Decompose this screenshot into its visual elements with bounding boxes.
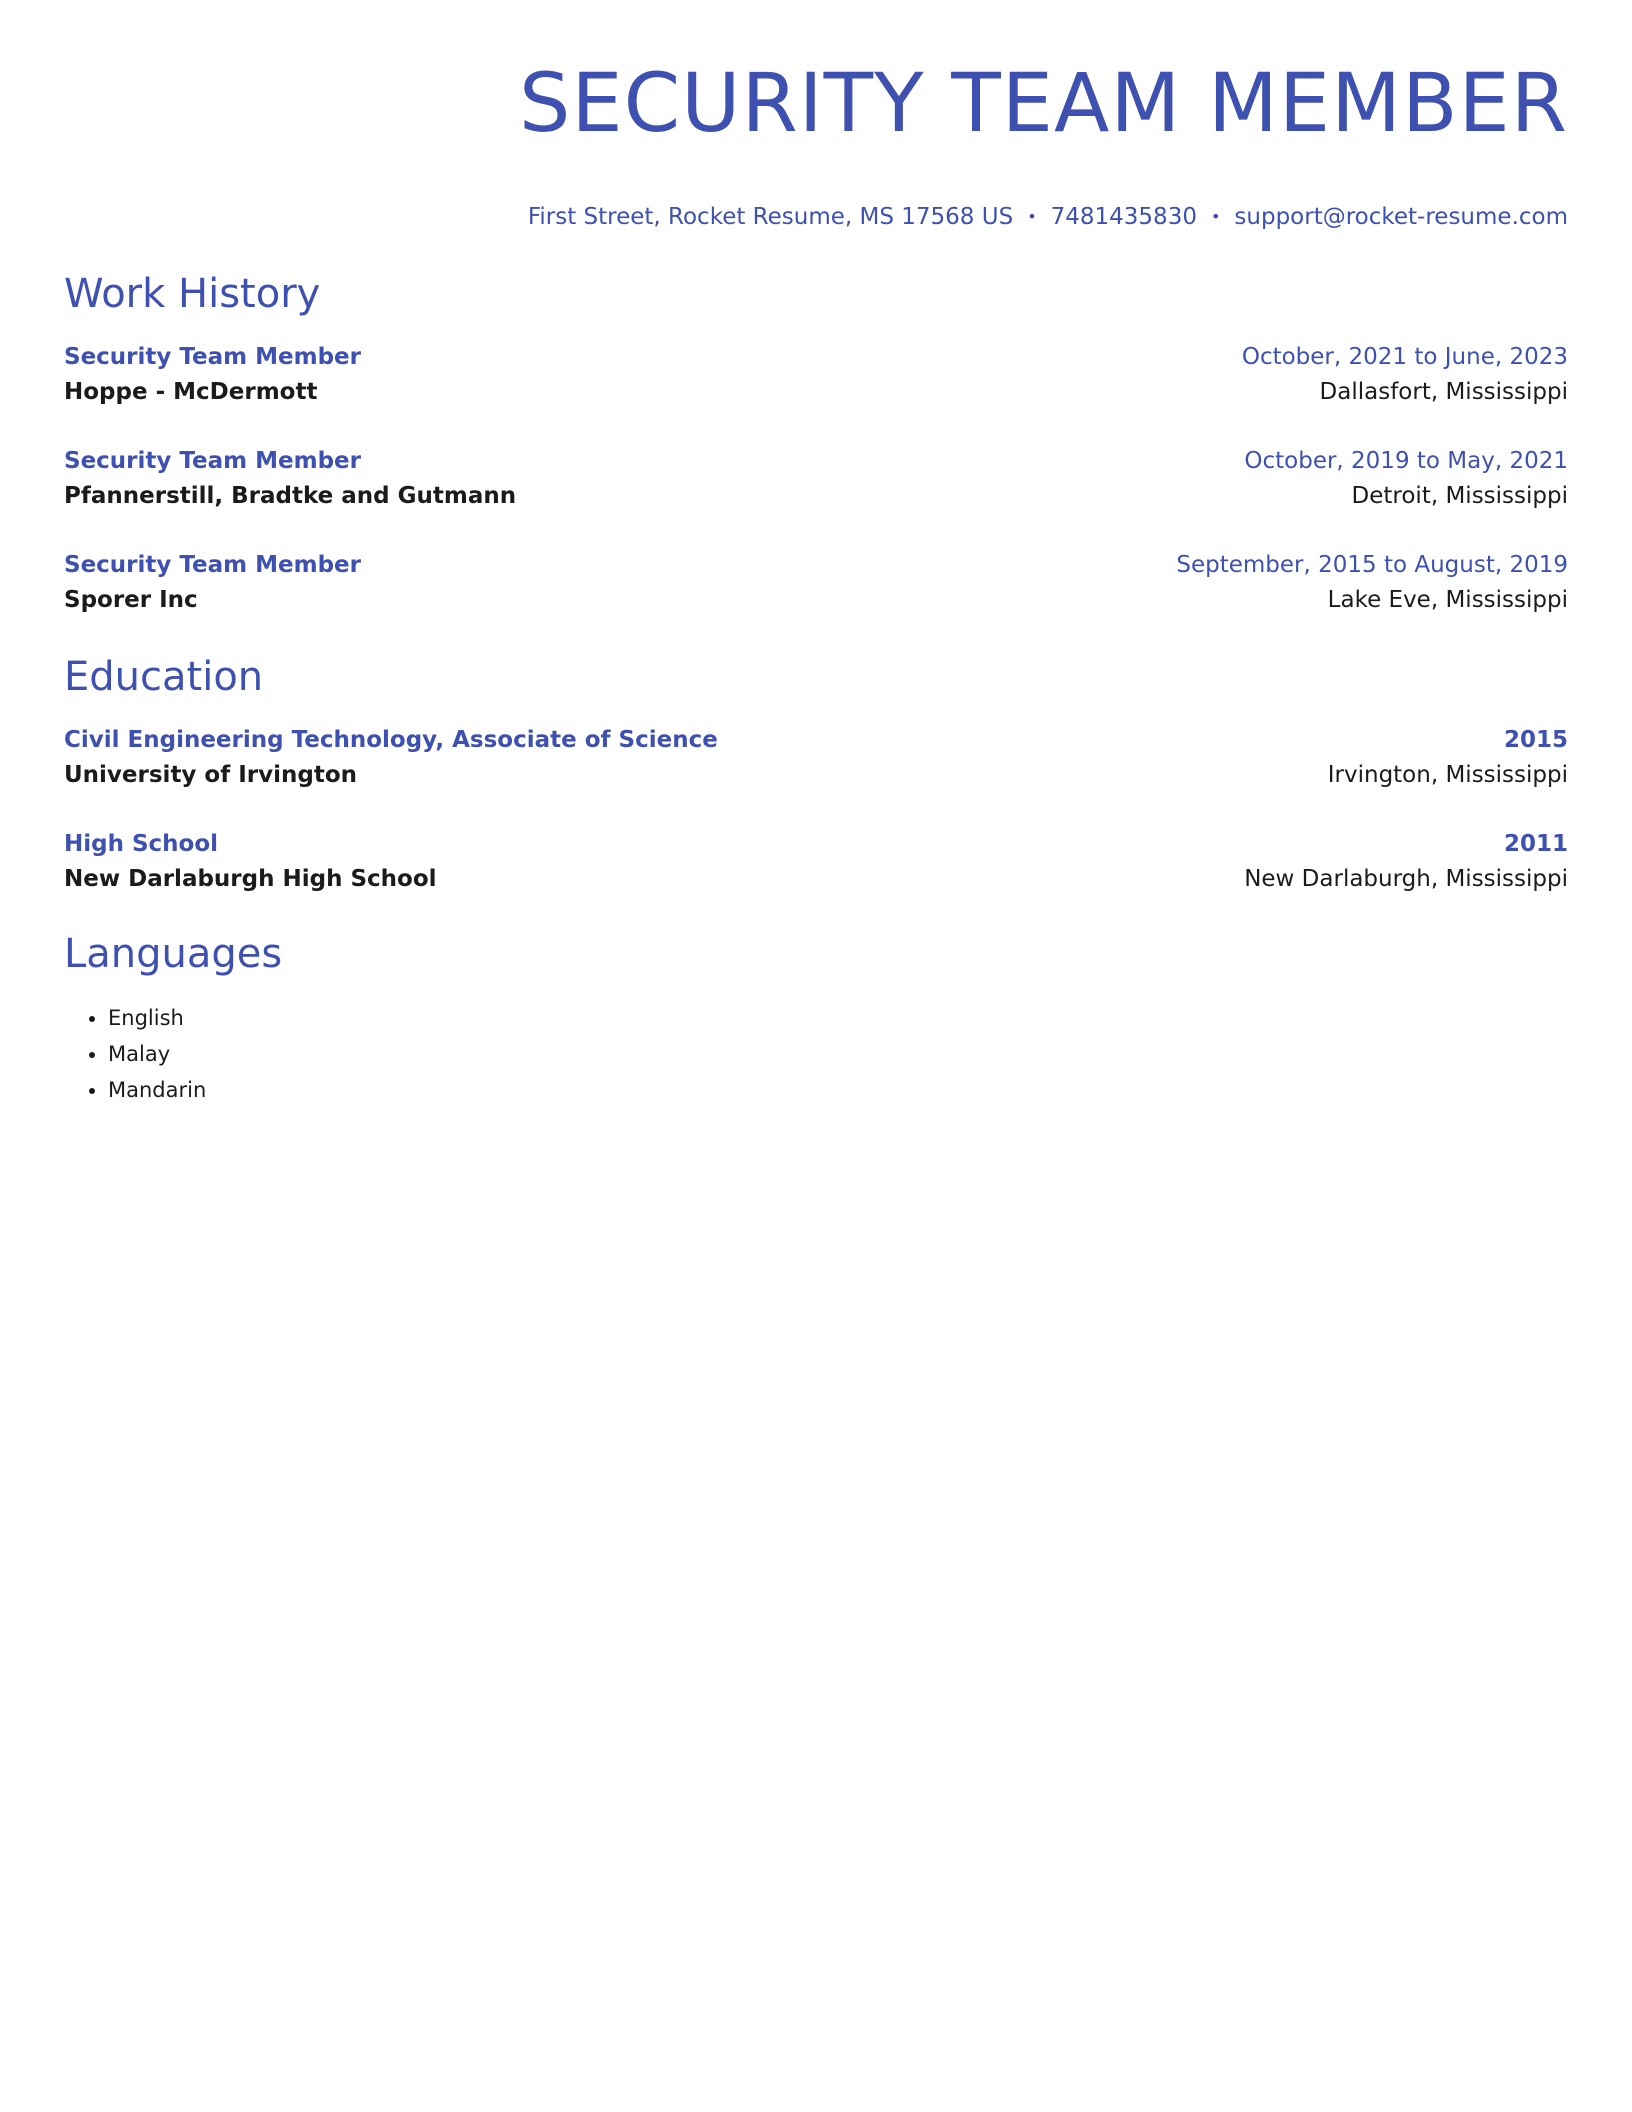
contact-phone[interactable]: 7481435830 bbox=[1050, 204, 1197, 230]
work-entry-right bbox=[1242, 341, 1568, 411]
work-entry bbox=[64, 341, 1568, 411]
education-entry-right bbox=[1328, 724, 1568, 794]
languages-list bbox=[64, 1000, 1568, 1108]
school-name: University of Irvington bbox=[64, 762, 358, 788]
degree-name: High School bbox=[64, 831, 219, 857]
contact-email[interactable]: support@rocket-resume.com bbox=[1234, 204, 1568, 230]
work-entry-left bbox=[64, 445, 516, 515]
contact-separator: • bbox=[1210, 207, 1221, 226]
resume-header bbox=[64, 0, 1568, 232]
education-entry-left bbox=[64, 724, 718, 794]
language-item: • English bbox=[108, 1000, 1568, 1036]
education-section bbox=[64, 653, 1568, 898]
work-history-section bbox=[64, 270, 1568, 619]
company-name: Hoppe - McDermott bbox=[64, 379, 318, 405]
school-location: Irvington, Mississippi bbox=[1327, 762, 1568, 788]
work-entry bbox=[64, 445, 1568, 515]
job-location: Detroit, Mississippi bbox=[1351, 483, 1568, 509]
job-location: Dallasfort, Mississippi bbox=[1319, 379, 1568, 405]
company-name: Sporer Inc bbox=[64, 587, 198, 613]
work-history-heading: Work History bbox=[64, 271, 321, 317]
graduation-year: 2015 bbox=[1503, 727, 1568, 753]
work-entry bbox=[64, 549, 1568, 619]
work-entry-right bbox=[1244, 445, 1568, 515]
work-entry-left bbox=[64, 341, 361, 411]
graduation-year: 2011 bbox=[1503, 831, 1568, 857]
education-entry bbox=[64, 828, 1568, 898]
candidate-title: SECURITY TEAM MEMBER bbox=[519, 57, 1568, 151]
degree-name: Civil Engineering Technology, Associate of Science bbox=[64, 727, 718, 753]
job-dates: September, 2015 to August, 2019 bbox=[1176, 552, 1568, 578]
education-entry-left bbox=[64, 828, 437, 898]
languages-section bbox=[64, 930, 1568, 1108]
education-entry-right bbox=[1244, 828, 1568, 898]
job-dates: October, 2021 to June, 2023 bbox=[1241, 344, 1568, 370]
languages-heading: Languages bbox=[64, 931, 283, 977]
language-item: • Mandarin bbox=[108, 1072, 1568, 1108]
job-location: Lake Eve, Mississippi bbox=[1327, 587, 1568, 613]
job-role: Security Team Member bbox=[64, 344, 361, 370]
contact-address: First Street, Rocket Resume, MS 17568 US bbox=[527, 204, 1014, 230]
education-entry bbox=[64, 724, 1568, 794]
language-item: • Malay bbox=[108, 1036, 1568, 1072]
work-entry-left bbox=[64, 549, 361, 619]
job-role: Security Team Member bbox=[64, 552, 361, 578]
education-heading: Education bbox=[64, 654, 264, 700]
school-location: New Darlaburgh, Mississippi bbox=[1244, 866, 1568, 892]
contact-separator: • bbox=[1027, 207, 1037, 226]
job-dates: October, 2019 to May, 2021 bbox=[1244, 448, 1568, 474]
job-role: Security Team Member bbox=[64, 448, 361, 474]
contact-line bbox=[64, 202, 1568, 232]
school-name: New Darlaburgh High School bbox=[64, 866, 437, 892]
company-name: Pfannerstill, Bradtke and Gutmann bbox=[64, 483, 517, 509]
work-entry-right bbox=[1176, 549, 1568, 619]
